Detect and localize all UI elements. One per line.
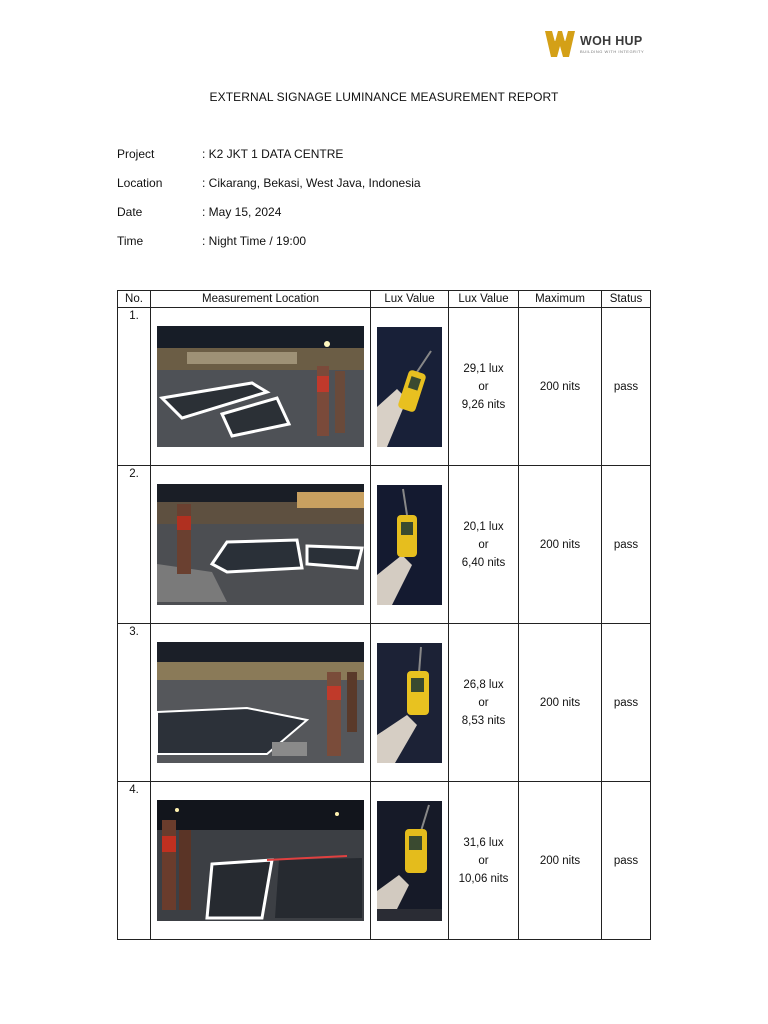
status-value: pass: [602, 308, 651, 466]
signage-night-photo: [157, 484, 364, 605]
row-number: 2.: [118, 466, 151, 624]
maximum-value: 200 nits: [519, 782, 602, 940]
maximum-value: 200 nits: [519, 624, 602, 782]
company-logo: [544, 28, 656, 62]
lux-value: 29,1 lux: [463, 362, 504, 375]
location-photo-cell: [151, 466, 371, 624]
lux-meter-photo-cell: [371, 782, 449, 940]
meta-label: Date: [117, 205, 143, 219]
header-no: No.: [118, 291, 151, 308]
meta-value: : May 15, 2024: [202, 205, 282, 219]
meta-value: : K2 JKT 1 DATA CENTRE: [202, 147, 344, 161]
header-measurement-location: Measurement Location: [151, 291, 371, 308]
meta-label: Project: [117, 147, 155, 161]
header-maximum: Maximum: [519, 291, 602, 308]
location-photo-cell: [151, 624, 371, 782]
table-row: [118, 466, 651, 624]
row-number: 4.: [118, 782, 151, 940]
meta-label: Time: [117, 234, 144, 248]
or-text: or: [478, 854, 489, 867]
nits-value: 9,26 nits: [461, 398, 506, 411]
table-row: [118, 624, 651, 782]
status-value: pass: [602, 782, 651, 940]
lux-meter-photo-cell: [371, 466, 449, 624]
lux-meter-photo-cell: [371, 624, 449, 782]
table-header-row: [118, 291, 651, 308]
location-photo-cell: [151, 782, 371, 940]
status-value: pass: [602, 624, 651, 782]
lux-meter-photo: [377, 485, 442, 605]
meta-value: : Cikarang, Bekasi, West Java, Indonesia: [202, 176, 421, 190]
lux-reading-cell: [449, 624, 519, 782]
lux-meter-photo: [377, 643, 442, 763]
table-row: [118, 782, 651, 940]
nits-value: 10,06 nits: [458, 872, 509, 885]
woh-hup-logo-icon: [544, 28, 576, 60]
location-photo-cell: [151, 308, 371, 466]
or-text: or: [478, 380, 489, 393]
lux-value: 31,6 lux: [463, 836, 504, 849]
signage-night-photo: [157, 800, 364, 921]
meta-value: : Night Time / 19:00: [202, 234, 307, 248]
lux-value: 26,8 lux: [463, 678, 504, 691]
nits-value: 8,53 nits: [461, 714, 506, 727]
measurement-table: [117, 290, 651, 940]
lux-meter-photo: [377, 801, 442, 921]
meta-label: Location: [117, 176, 163, 190]
lux-reading-cell: [449, 466, 519, 624]
maximum-value: 200 nits: [519, 466, 602, 624]
header-lux-value-photo: Lux Value: [371, 291, 449, 308]
lux-meter-photo: [377, 327, 442, 447]
report-title: EXTERNAL SIGNAGE LUMINANCE MEASUREMENT REPORT: [209, 90, 559, 104]
row-number: 1.: [118, 308, 151, 466]
logo-tagline: BUILDING WITH INTEGRITY: [580, 49, 645, 54]
or-text: or: [478, 696, 489, 709]
nits-value: 6,40 nits: [461, 556, 506, 569]
or-text: or: [478, 538, 489, 551]
lux-meter-photo-cell: [371, 308, 449, 466]
lux-reading-cell: [449, 782, 519, 940]
lux-reading-cell: [449, 308, 519, 466]
status-value: pass: [602, 466, 651, 624]
logo-name: WOH HUP: [580, 34, 643, 48]
header-lux-value: Lux Value: [449, 291, 519, 308]
signage-night-photo: [157, 326, 364, 447]
table-row: [118, 308, 651, 466]
header-status: Status: [602, 291, 651, 308]
maximum-value: 200 nits: [519, 308, 602, 466]
lux-value: 20,1 lux: [463, 520, 504, 533]
row-number: 3.: [118, 624, 151, 782]
signage-night-photo: [157, 642, 364, 763]
